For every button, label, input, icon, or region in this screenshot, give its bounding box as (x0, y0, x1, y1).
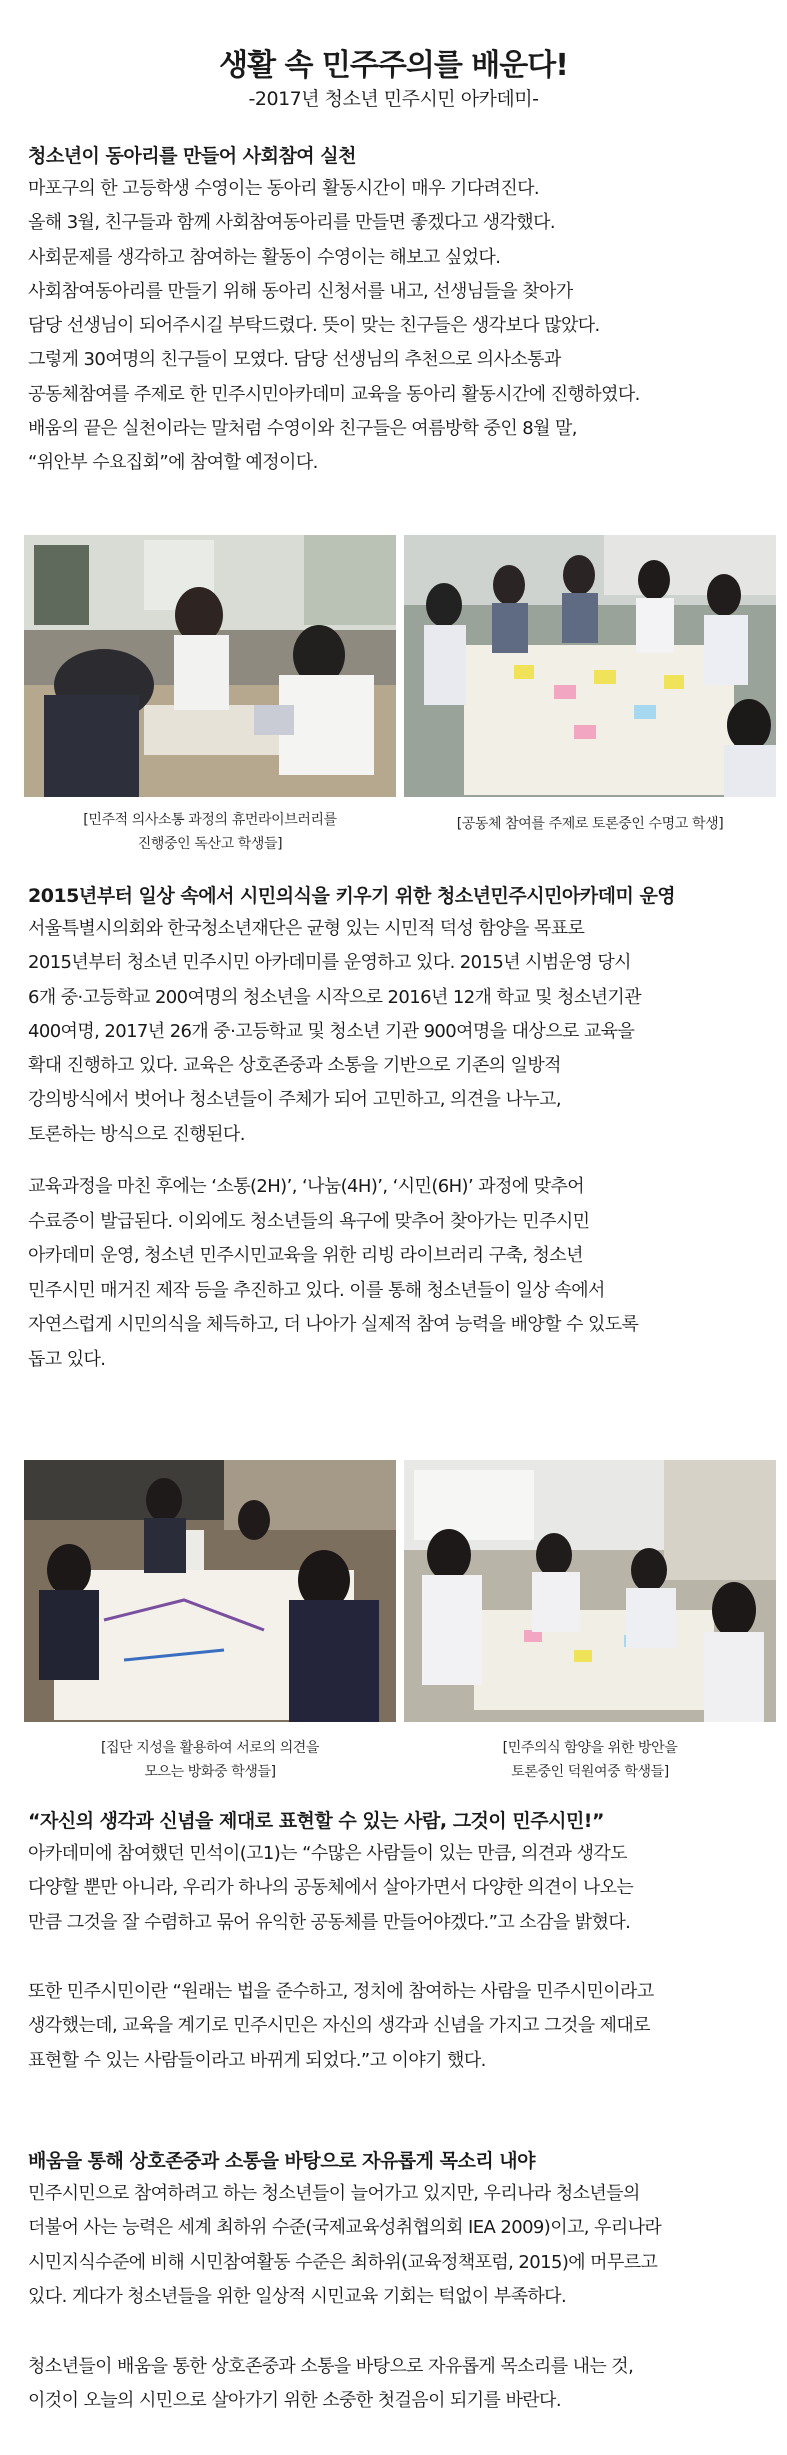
paragraph-line: 교육과정을 마친 후에는 ‘소통(2H)’, ‘나눔(4H)’, ‘시민(6H)’ 과정에 맞추어 (28, 1176, 585, 1197)
paragraph-line: 만큼 그것을 잘 수렴하고 묶어 유익한 공동체를 만들어야겠다.”고 소감을 밝혔다. (28, 1911, 631, 1933)
photo-democracy-discussion (404, 1460, 776, 1722)
paragraph-line: “위안부 수요집회”에 참여할 예정이다. (28, 452, 318, 474)
paragraph-line: 표현할 수 있는 사람들이라고 바뀌게 되었다.”고 이야기 했다. (28, 2049, 486, 2071)
paragraph-line: 6개 중·고등학교 200여명의 청소년을 시작으로 2016년 12개 학교 및 청소년기관 (28, 986, 642, 1008)
paragraph-line: 민주시민으로 참여하려고 하는 청소년들이 늘어가고 있지만, 우리나라 청소년들의 (28, 2183, 640, 2204)
paragraph-line: 그렇게 30여명의 친구들이 모였다. 담당 선생님의 추천으로 의사소통과 (28, 349, 561, 371)
paragraph-line: 청소년들이 배움을 통한 상호존중과 소통을 바탕으로 자유롭게 목소리를 내는 것, (28, 2356, 634, 2377)
photo-caption: [민주적 의사소통 과정의 휴먼라이브러리를 진행중인 독산고 학생들] (83, 812, 337, 852)
section-heading: “자신의 생각과 신념을 제대로 표현할 수 있는 사람, 그것이 민주시민!” (28, 1810, 604, 1832)
article-title: 생활 속 민주주의를 배운다! (219, 48, 568, 83)
photo-caption: [집단 지성을 활용하여 서로의 의견을 모으는 방화중 학생들] (100, 1740, 320, 1780)
paragraph-line: 자연스럽게 시민의식을 체득하고, 더 나아가 실제적 참여 능력을 배양할 수 있도록 (28, 1314, 639, 1335)
paragraph-line: 더불어 사는 능력은 세계 최하위 수준(국제교육성취협의회 IEA 2009)이고, 우리나라 (28, 2217, 662, 2239)
section-citizen-quote-2 (28, 1975, 768, 2078)
section-heading: 2015년부터 일상 속에서 시민의식을 키우기 위한 청소년민주시민아카데미 운영 (28, 885, 676, 907)
paragraph-line: 400여명, 2017년 26개 중·고등학교 및 청소년 기관 900여명을 대상으로 교육을 (28, 1020, 635, 1042)
section-academy-operation (28, 880, 768, 1152)
paragraph-line: 배움의 끝은 실천이라는 말처럼 수영이와 친구들은 여름방학 중인 8월 말, (28, 418, 577, 440)
photo-collective-intelligence (24, 1460, 396, 1722)
section-club-activity (28, 140, 768, 481)
photo-human-library (24, 535, 396, 797)
paragraph-line: 확대 진행하고 있다. 교육은 상호존중과 소통을 기반으로 기존의 일방적 (28, 1055, 561, 1077)
section-body (28, 912, 768, 1152)
section-body (28, 2177, 768, 2314)
photo-caption: [공동체 참여를 주제로 토론중인 수명고 학생] (456, 816, 724, 832)
paragraph-line: 아카데미 운영, 청소년 민주시민교육을 위한 리빙 라이브러리 구축, 청소년 (28, 1245, 583, 1266)
paragraph-line: 서울특별시의회와 한국청소년재단은 균형 있는 시민적 덕성 함양을 목표로 (28, 918, 585, 939)
paragraph-line: 담당 선생님이 되어주시길 부탁드렸다. 뜻이 맞는 친구들은 생각보다 많았다. (28, 315, 600, 337)
section-body (28, 1837, 768, 1940)
section-heading: 배움을 통해 상호존중과 소통을 바탕으로 자유롭게 목소리 내야 (28, 2150, 536, 2172)
paragraph-line: 다양할 뿐만 아니라, 우리가 하나의 공동체에서 살아가면서 다양한 의견이 나오는 (28, 1877, 634, 1899)
paragraph-line: 공동체참여를 주제로 한 민주시민아카데미 교육을 동아리 활동시간에 진행하였다. (28, 383, 640, 405)
paragraph-line: 올해 3월, 친구들과 함께 사회참여동아리를 만들면 좋겠다고 생각했다. (28, 212, 556, 234)
section-closing (28, 2350, 768, 2419)
section-academy-curriculum (28, 1170, 768, 1377)
paragraph-line: 있다. 게다가 청소년들을 위한 일상적 시민교육 기회는 턱없이 부족하다. (28, 2285, 567, 2307)
paragraph-line: 2015년부터 청소년 민주시민 아카데미를 운영하고 있다. 2015년 시범운영 당시 (28, 952, 631, 974)
paragraph-line: 마포구의 한 고등학생 수영이는 동아리 활동시간이 매우 기다려진다. (28, 178, 540, 199)
section-heading: 청소년이 동아리를 만들어 사회참여 실천 (28, 145, 356, 167)
paragraph-line: 강의방식에서 벗어나 청소년들이 주체가 되어 고민하고, 의견을 나누고, (28, 1089, 561, 1111)
paragraph-line: 시민지식수준에 비해 시민참여활동 수준은 최하위(교육정책포럼, 2015)에 머무르고 (28, 2251, 658, 2273)
paragraph-line: 민주시민 매거진 제작 등을 추진하고 있다. 이를 통해 청소년들이 일상 속에서 (28, 1279, 605, 1301)
paragraph-line: 또한 민주시민이란 “원래는 법을 준수하고, 정치에 참여하는 사람을 민주시민이라고 (28, 1981, 654, 2002)
paragraph-line: 토론하는 방식으로 진행된다. (28, 1123, 245, 1145)
section-free-voice (28, 2145, 768, 2314)
section-body (28, 172, 768, 481)
paragraph-line: 돕고 있다. (28, 1348, 106, 1370)
paragraph-line: 생각했는데, 교육을 계기로 민주시민은 자신의 생각과 신념을 가지고 그것을 제대로 (28, 2015, 651, 2037)
paragraph-line: 사회참여동아리를 만들기 위해 동아리 신청서를 내고, 선생님들을 찾아가 (28, 280, 573, 302)
paragraph-line: 이것이 오늘의 시민으로 살아가기 위한 소중한 첫걸음이 되기를 바란다. (28, 2390, 561, 2412)
paragraph-line: 아카데미에 참여했던 민석이(고1)는 “수많은 사람들이 있는 만큼, 의견과 생각도 (28, 1843, 627, 1864)
article-subtitle: -2017년 청소년 민주시민 아카데미- (248, 88, 539, 110)
photo-caption: [민주의식 함양을 위한 방안을 토론중인 덕원여중 학생들] (502, 1740, 678, 1780)
photo-community-discussion (404, 535, 776, 797)
paragraph-line: 수료증이 발급된다. 이외에도 청소년들의 욕구에 맞추어 찾아가는 민주시민 (28, 1210, 590, 1232)
section-citizen-quote (28, 1805, 768, 1940)
paragraph-line: 사회문제를 생각하고 참여하는 활동이 수영이는 해보고 싶었다. (28, 246, 501, 268)
